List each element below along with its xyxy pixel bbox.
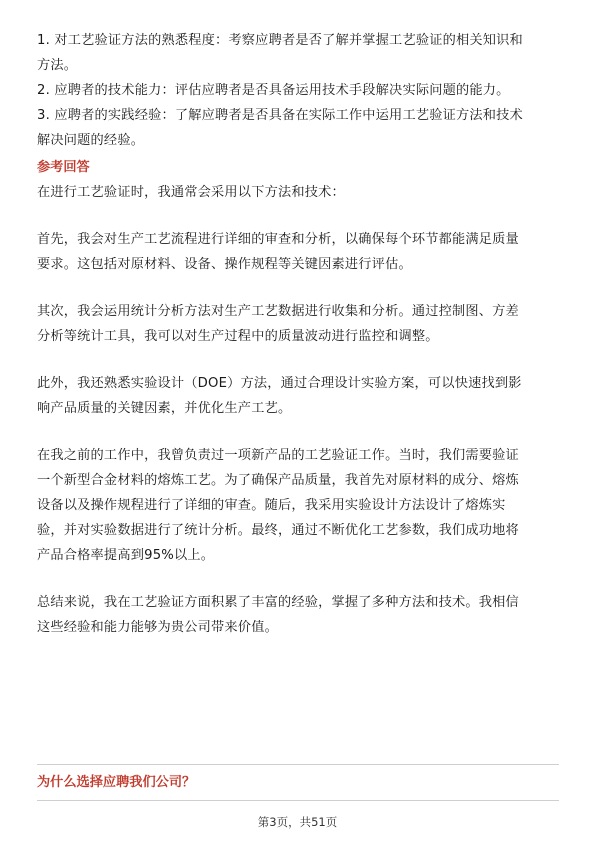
answer-paragraph-line: 验，并对实验数据进行了统计分析。最终，通过不断优化工艺参数，我们成功地将 xyxy=(37,523,519,538)
answer-paragraph-line: 其次，我会运用统计分析方法对生产工艺数据进行收集和分析。通过控制图、方差 xyxy=(37,304,519,319)
answer-paragraph-line: 响产品质量的关键因素，并优化生产工艺。 xyxy=(37,401,292,416)
answer-paragraph-line: 分析等统计工具，我可以对生产过程中的质量波动进行监控和调整。 xyxy=(37,329,439,344)
section-divider xyxy=(37,764,559,765)
answer-intro: 在进行工艺验证时，我通常会采用以下方法和技术： xyxy=(37,185,345,200)
answer-paragraph-line: 一个新型合金材料的熔炼工艺。为了确保产品质量，我首先对原材料的成分、熔炼 xyxy=(37,473,519,488)
answer-paragraph-line: 这些经验和能力能够为贵公司带来价值。 xyxy=(37,620,278,635)
paragraph-gap xyxy=(37,349,559,371)
paragraph-gap xyxy=(37,277,559,299)
answer-paragraph-line: 要求。这包括对原材料、设备、操作规程等关键因素进行评估。 xyxy=(37,257,412,272)
answer-paragraph-line: 总结来说，我在工艺验证方面积累了丰富的经验，掌握了多种方法和技术。我相信 xyxy=(37,595,519,610)
answer-paragraph-line: 此外，我还熟悉实验设计（DOE）方法，通过合理设计实验方案，可以快速找到影 xyxy=(37,376,522,391)
criteria-line: 方法。 xyxy=(37,58,78,73)
paragraph-gap xyxy=(37,205,559,227)
next-section-heading: 为什么选择应聘我们公司？ xyxy=(37,775,196,790)
paragraph-gap xyxy=(37,568,559,590)
page-content xyxy=(37,28,559,640)
reference-answer-heading: 参考回答 xyxy=(37,160,90,175)
page-number: 第3页，共51页 xyxy=(257,815,338,829)
section-divider xyxy=(37,800,559,801)
criteria-line: 1. 对工艺验证方法的熟悉程度：考察应聘者是否了解并掌握工艺验证的相关知识和 xyxy=(37,33,523,48)
criteria-line: 2. 应聘者的技术能力：评估应聘者是否具备运用技术手段解决实际问题的能力。 xyxy=(37,83,510,98)
answer-paragraph-line: 在我之前的工作中，我曾负责过一项新产品的工艺验证工作。当时，我们需要验证 xyxy=(37,448,519,463)
answer-paragraph-line: 产品合格率提高到95%以上。 xyxy=(37,548,215,563)
paragraph-gap xyxy=(37,421,559,443)
criteria-line: 3. 应聘者的实践经验：了解应聘者是否具备在实际工作中运用工艺验证方法和技术 xyxy=(37,108,523,123)
criteria-line: 解决问题的经验。 xyxy=(37,133,145,148)
answer-paragraph-line: 设备以及操作规程进行了详细的审查。随后，我采用实验设计方法设计了熔炼实 xyxy=(37,498,506,513)
answer-paragraph-line: 首先，我会对生产工艺流程进行详细的审查和分析，以确保每个环节都能满足质量 xyxy=(37,232,519,247)
